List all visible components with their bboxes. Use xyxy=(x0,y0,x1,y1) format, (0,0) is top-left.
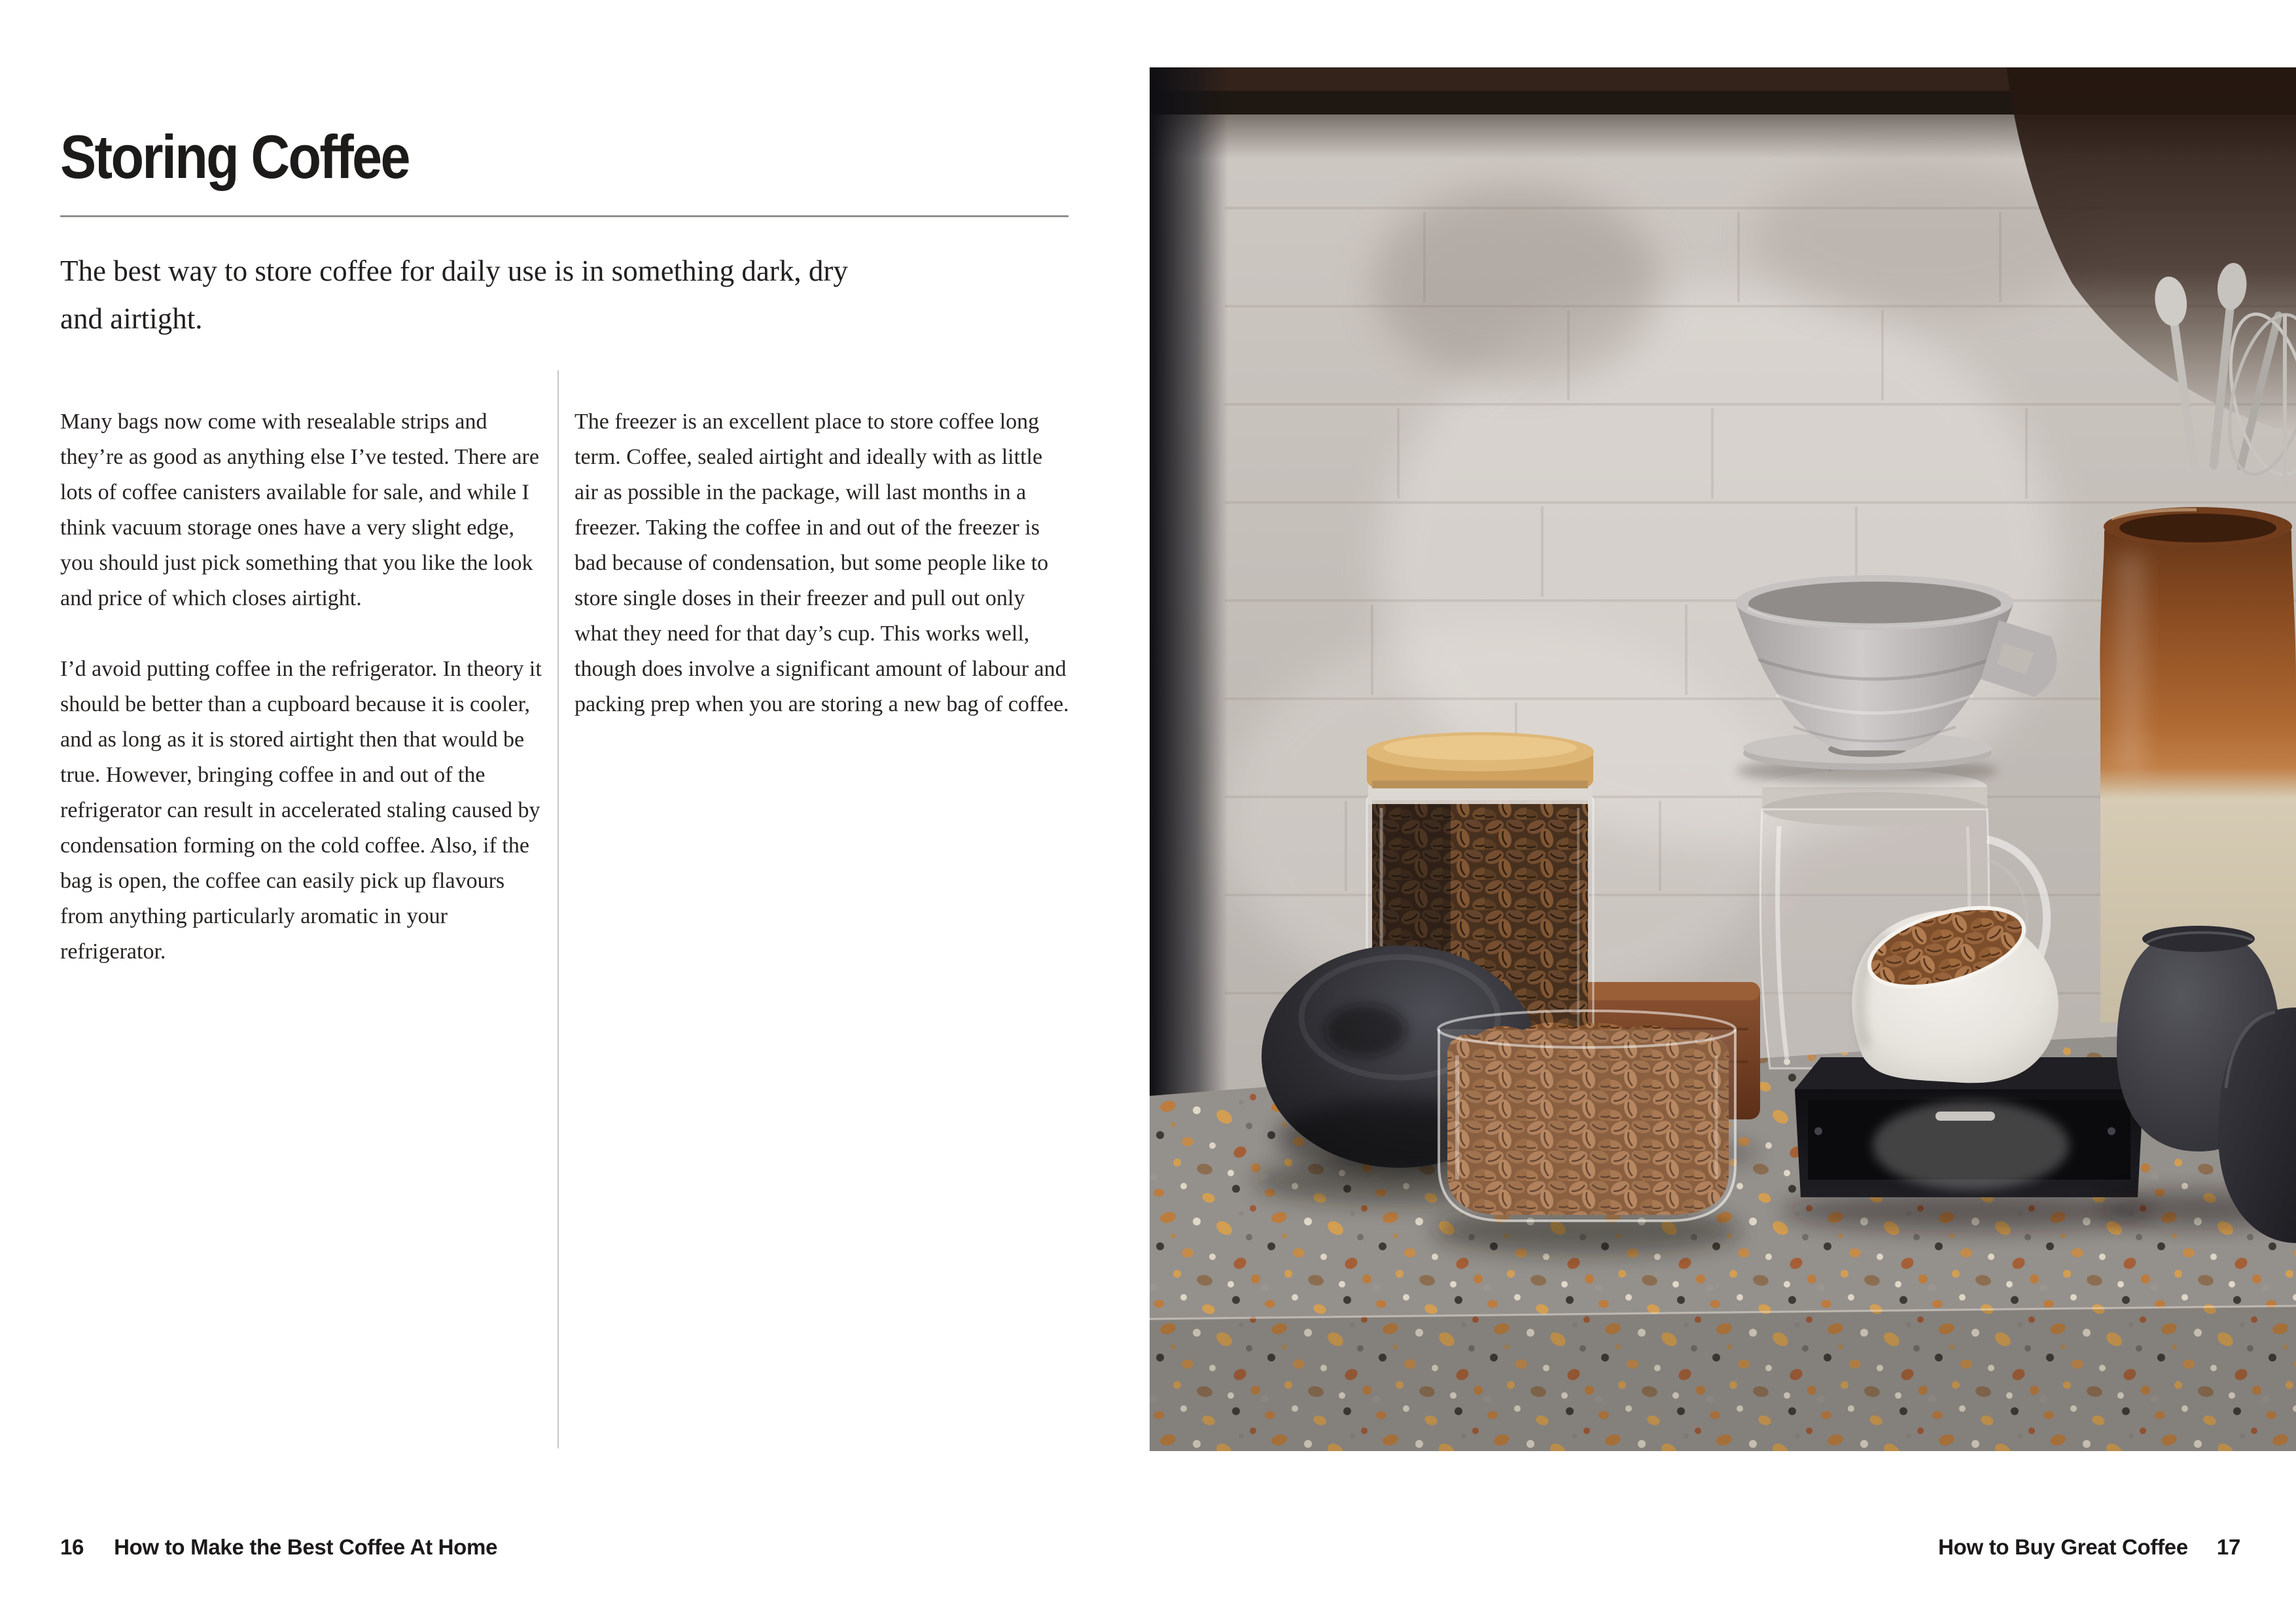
paragraph: Many bags now come with resealable strips and they’re as good as anything else I’ve tested. There are lots of coffee canisters available for sale, and while I think vacuum storage ones have a very slight edge, you should just pick something that you like the look and price of which closes airtight. xyxy=(60,410,539,610)
running-book-title: How to Make the Best Coffee At Home xyxy=(114,1535,498,1559)
coffee-scale xyxy=(1782,1057,2155,1231)
intro-text xyxy=(60,247,848,343)
body-column-2 xyxy=(574,404,1069,722)
body-column-1 xyxy=(60,404,546,970)
paragraph: I’d avoid putting coffee in the refrigerator. In theory it should be better than a cupboard because it is cooler, and as long as it is stored airtight then that would be true. However, bringing coffee in and out of the refrigerator can result in accelerated staling caused by condensation forming on the cold coffee. Also, if the bag is open, the coffee can easily pick up flavours from anything particularly aromatic in your refrigerator. xyxy=(60,657,542,964)
shelf-shadow-left xyxy=(1150,67,1228,1167)
paragraph: The freezer is an excellent place to store coffee long term. Coffee, sealed airtight and ideally with as little air as possible in the package, will last months in a freezer. Taking the coffee in and out of the freezer is bad because of condensation, but some people like to store single doses in their freezer and pull out only what they need for that day’s cup. This works well, though does involve a significant amount of labour and packing prep when you are storing a new bag of coffee. xyxy=(574,410,1069,716)
intro-line-1: The best way to store coffee for daily use is in something dark, dry xyxy=(60,254,848,287)
column-divider xyxy=(557,370,559,1448)
left-footer xyxy=(60,1535,497,1560)
coffee-still-life-photo xyxy=(1150,67,2296,1451)
glass-bean-bowl xyxy=(1433,1011,1740,1254)
page-number: 16 xyxy=(60,1535,84,1559)
title-rule xyxy=(60,215,1069,217)
page-title: Storing Coffee xyxy=(60,122,409,191)
intro-line-2: and airtight. xyxy=(60,302,203,335)
page-number: 17 xyxy=(2216,1535,2240,1559)
running-chapter-title: How to Buy Great Coffee xyxy=(1938,1535,2188,1559)
right-footer xyxy=(1938,1535,2240,1560)
